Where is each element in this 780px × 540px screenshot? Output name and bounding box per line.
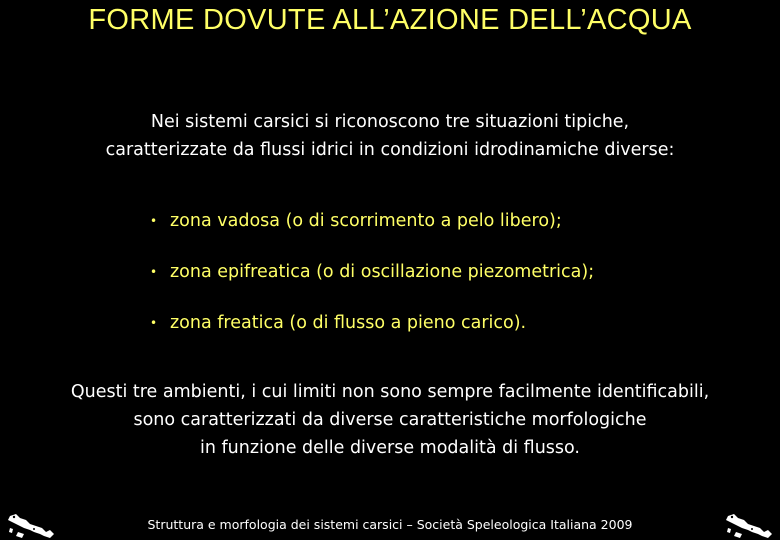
list-item-freatica [150,310,594,336]
footer-credit: Struttura e morfologia dei sistemi carsici – Società Speleologica Italiana 2009 [147,517,633,532]
zone-list [150,208,594,361]
intro-line-2: caratterizzate da flussi idrici in condizioni idrodinamiche diverse: [105,140,675,160]
intro-line-1: Nei sistemi carsici si riconoscono tre situazioni tipiche, [150,112,630,132]
outro-line-3: in funzione delle diverse modalità di flusso. [199,438,580,458]
outro-line-1: Questi tre ambienti, i cui limiti non sono sempre facilmente identificabili, [70,382,710,402]
bullet-icon: • [150,316,158,330]
bullet-icon: • [150,265,158,279]
list-item-epifreatica [150,259,594,285]
outro-line-2: sono caratterizzati da diverse caratteristiche morfologiche [133,410,647,430]
slide-title: FORME DOVUTE ALL’AZIONE DELL’ACQUA [88,4,692,36]
bullet-icon: • [150,214,158,228]
outro-paragraph [0,378,780,462]
list-item-text: zona vadosa (o di scorrimento a pelo libero); [170,211,562,231]
italy-map-icon [722,508,776,540]
intro-paragraph [0,108,780,164]
list-item-text: zona freatica (o di flusso a pieno carico). [170,313,527,333]
list-item-vadosa [150,208,594,234]
list-item-text: zona epifreatica (o di oscillazione piezometrica); [170,262,595,282]
